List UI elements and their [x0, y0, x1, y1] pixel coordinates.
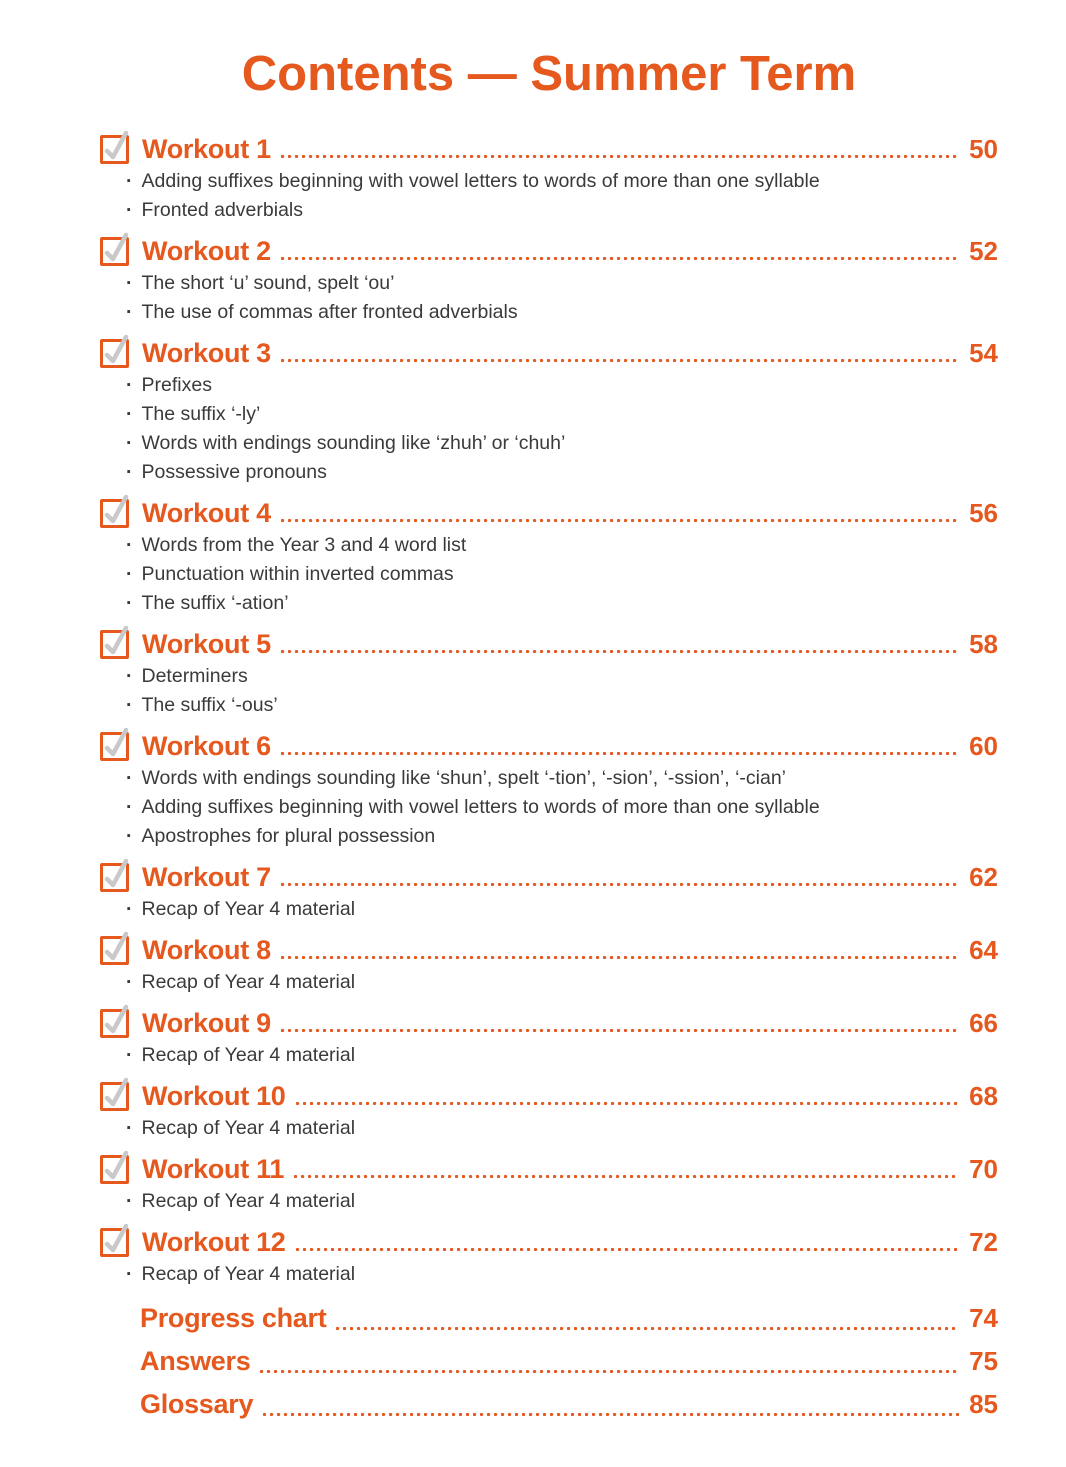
toc-row	[100, 627, 998, 661]
topic-list	[100, 1114, 998, 1143]
entry-title: Workout 7	[142, 861, 271, 892]
entry-title: Workout 8	[142, 934, 271, 965]
topic-list	[100, 1187, 998, 1216]
toc-row	[100, 1079, 998, 1113]
toc-row	[100, 1225, 998, 1259]
entry-title: Workout 4	[142, 497, 271, 528]
entry-title: Workout 2	[142, 235, 271, 266]
page-number: 85	[969, 1388, 998, 1419]
workout-2-checkbox[interactable]	[100, 237, 129, 266]
page-number: 60	[969, 730, 998, 761]
entry-title: Workout 11	[142, 1153, 285, 1184]
page-number: 58	[969, 628, 998, 659]
toc-row	[140, 1341, 998, 1381]
toc-entry-glossary	[100, 1384, 998, 1424]
toc-entry-workout-8	[100, 933, 998, 997]
dotted-leader	[260, 1370, 959, 1373]
dotted-leader	[336, 1327, 959, 1330]
page-number: 64	[969, 934, 998, 965]
entry-title: Progress chart	[140, 1302, 327, 1333]
topic-list	[100, 764, 998, 851]
entry-title: Workout 10	[142, 1080, 286, 1111]
dotted-leader	[281, 359, 959, 362]
topic-list	[100, 269, 998, 327]
dotted-leader	[281, 1029, 959, 1032]
checkmark-icon	[103, 1012, 126, 1035]
topic-item: · Adding suffixes beginning with vowel letters to words of more than one syllable	[126, 793, 998, 822]
topic-item: · Punctuation within inverted commas	[126, 560, 998, 589]
checkmark-icon	[103, 939, 126, 962]
topic-item: · Recap of Year 4 material	[126, 1114, 998, 1143]
entry-title: Workout 9	[142, 1007, 271, 1038]
toc-row	[100, 729, 998, 763]
toc-entry-progress-chart	[100, 1298, 998, 1338]
topic-item: · Recap of Year 4 material	[126, 1260, 998, 1289]
entry-title: Workout 12	[142, 1226, 286, 1257]
topic-item: · Words with endings sounding like ‘shun’, spelt ‘-tion’, ‘-sion’, ‘-ssion’, ‘-cian’	[126, 764, 998, 793]
checkmark-icon	[103, 866, 126, 889]
dotted-leader	[296, 1248, 959, 1251]
workout-5-checkbox[interactable]	[100, 630, 129, 659]
topic-item: · Possessive pronouns	[126, 458, 998, 487]
page-number: 72	[969, 1226, 998, 1257]
checkmark-icon	[103, 1231, 126, 1254]
topic-list	[100, 1260, 998, 1289]
checkmark-icon	[103, 138, 126, 161]
topic-item: · Words from the Year 3 and 4 word list	[126, 531, 998, 560]
toc-row	[100, 132, 998, 166]
checkmark-icon	[103, 633, 126, 656]
checkmark-icon	[103, 1085, 126, 1108]
toc-row	[140, 1298, 998, 1338]
checkmark-icon	[103, 240, 126, 263]
toc-row	[100, 1152, 998, 1186]
entry-title: Glossary	[140, 1388, 254, 1419]
workout-9-checkbox[interactable]	[100, 1009, 129, 1038]
page-number: 70	[969, 1153, 998, 1184]
dotted-leader	[281, 257, 959, 260]
topic-item: · Recap of Year 4 material	[126, 968, 998, 997]
checkmark-icon	[103, 342, 126, 365]
dotted-leader	[281, 155, 959, 158]
toc-entry-workout-10	[100, 1079, 998, 1143]
topic-item: · Fronted adverbials	[126, 196, 998, 225]
toc-entry-workout-12	[100, 1225, 998, 1289]
page-number: 50	[969, 133, 998, 164]
topic-list	[100, 371, 998, 487]
topic-list	[100, 895, 998, 924]
dotted-leader	[296, 1102, 959, 1105]
toc-row	[100, 234, 998, 268]
checkmark-icon	[103, 502, 126, 525]
topic-item: · Apostrophes for plural possession	[126, 822, 998, 851]
dotted-leader	[281, 883, 959, 886]
page-number: 62	[969, 861, 998, 892]
topic-item: · Recap of Year 4 material	[126, 1041, 998, 1070]
page-number: 56	[969, 497, 998, 528]
workout-10-checkbox[interactable]	[100, 1082, 129, 1111]
entry-title: Workout 3	[142, 337, 271, 368]
topic-list	[100, 167, 998, 225]
entry-title: Workout 5	[142, 628, 271, 659]
topic-item: · The suffix ‘-ation’	[126, 589, 998, 618]
topic-list	[100, 531, 998, 618]
entry-title: Answers	[140, 1345, 251, 1376]
toc-entry-workout-5	[100, 627, 998, 720]
dotted-leader	[281, 650, 959, 653]
toc-entry-workout-4	[100, 496, 998, 618]
toc-row	[100, 1006, 998, 1040]
page-number: 68	[969, 1080, 998, 1111]
dotted-leader	[294, 1175, 959, 1178]
toc-entry-workout-6	[100, 729, 998, 851]
toc-row	[100, 496, 998, 530]
topic-item: · The short ‘u’ sound, spelt ‘ou’	[126, 269, 998, 298]
topic-list	[100, 1041, 998, 1070]
workout-4-checkbox[interactable]	[100, 499, 129, 528]
page-title: Contents — Summer Term	[241, 47, 857, 101]
workout-6-checkbox[interactable]	[100, 732, 129, 761]
workout-12-checkbox[interactable]	[100, 1228, 129, 1257]
checkmark-icon	[103, 1158, 126, 1181]
topic-list	[100, 968, 998, 997]
entry-title: Workout 1	[142, 133, 271, 164]
toc-list	[100, 132, 998, 1424]
workout-11-checkbox[interactable]	[100, 1155, 129, 1184]
workout-8-checkbox[interactable]	[100, 936, 129, 965]
topic-item: · The use of commas after fronted adverbials	[126, 298, 998, 327]
dotted-leader	[281, 752, 959, 755]
page-number: 54	[969, 337, 998, 368]
topic-item: · The suffix ‘-ous’	[126, 691, 998, 720]
topic-item: · Words with endings sounding like ‘zhuh’ or ‘chuh’	[126, 429, 998, 458]
topic-item: · Prefixes	[126, 371, 998, 400]
page-number: 66	[969, 1007, 998, 1038]
toc-entry-workout-2	[100, 234, 998, 327]
page-number: 52	[969, 235, 998, 266]
toc-entry-workout-9	[100, 1006, 998, 1070]
toc-row	[140, 1384, 998, 1424]
checkmark-icon	[103, 735, 126, 758]
toc-entry-workout-3	[100, 336, 998, 487]
toc-row	[100, 336, 998, 370]
workout-3-checkbox[interactable]	[100, 339, 129, 368]
topic-item: · Adding suffixes beginning with vowel letters to words of more than one syllable	[126, 167, 998, 196]
dotted-leader	[281, 519, 959, 522]
workout-7-checkbox[interactable]	[100, 863, 129, 892]
toc-entry-workout-1	[100, 132, 998, 225]
toc-row	[100, 933, 998, 967]
topic-item: · Determiners	[126, 662, 998, 691]
topic-list	[100, 662, 998, 720]
toc-row	[100, 860, 998, 894]
toc-entry-workout-11	[100, 1152, 998, 1216]
topic-item: · Recap of Year 4 material	[126, 1187, 998, 1216]
dotted-leader	[263, 1413, 959, 1416]
page-number: 75	[969, 1345, 998, 1376]
dotted-leader	[281, 956, 959, 959]
entry-title: Workout 6	[142, 730, 271, 761]
topic-item: · The suffix ‘-ly’	[126, 400, 998, 429]
topic-item: · Recap of Year 4 material	[126, 895, 998, 924]
toc-entry-workout-7	[100, 860, 998, 924]
toc-entry-answers	[100, 1341, 998, 1381]
page-number: 74	[969, 1302, 998, 1333]
workout-1-checkbox[interactable]	[100, 135, 129, 164]
